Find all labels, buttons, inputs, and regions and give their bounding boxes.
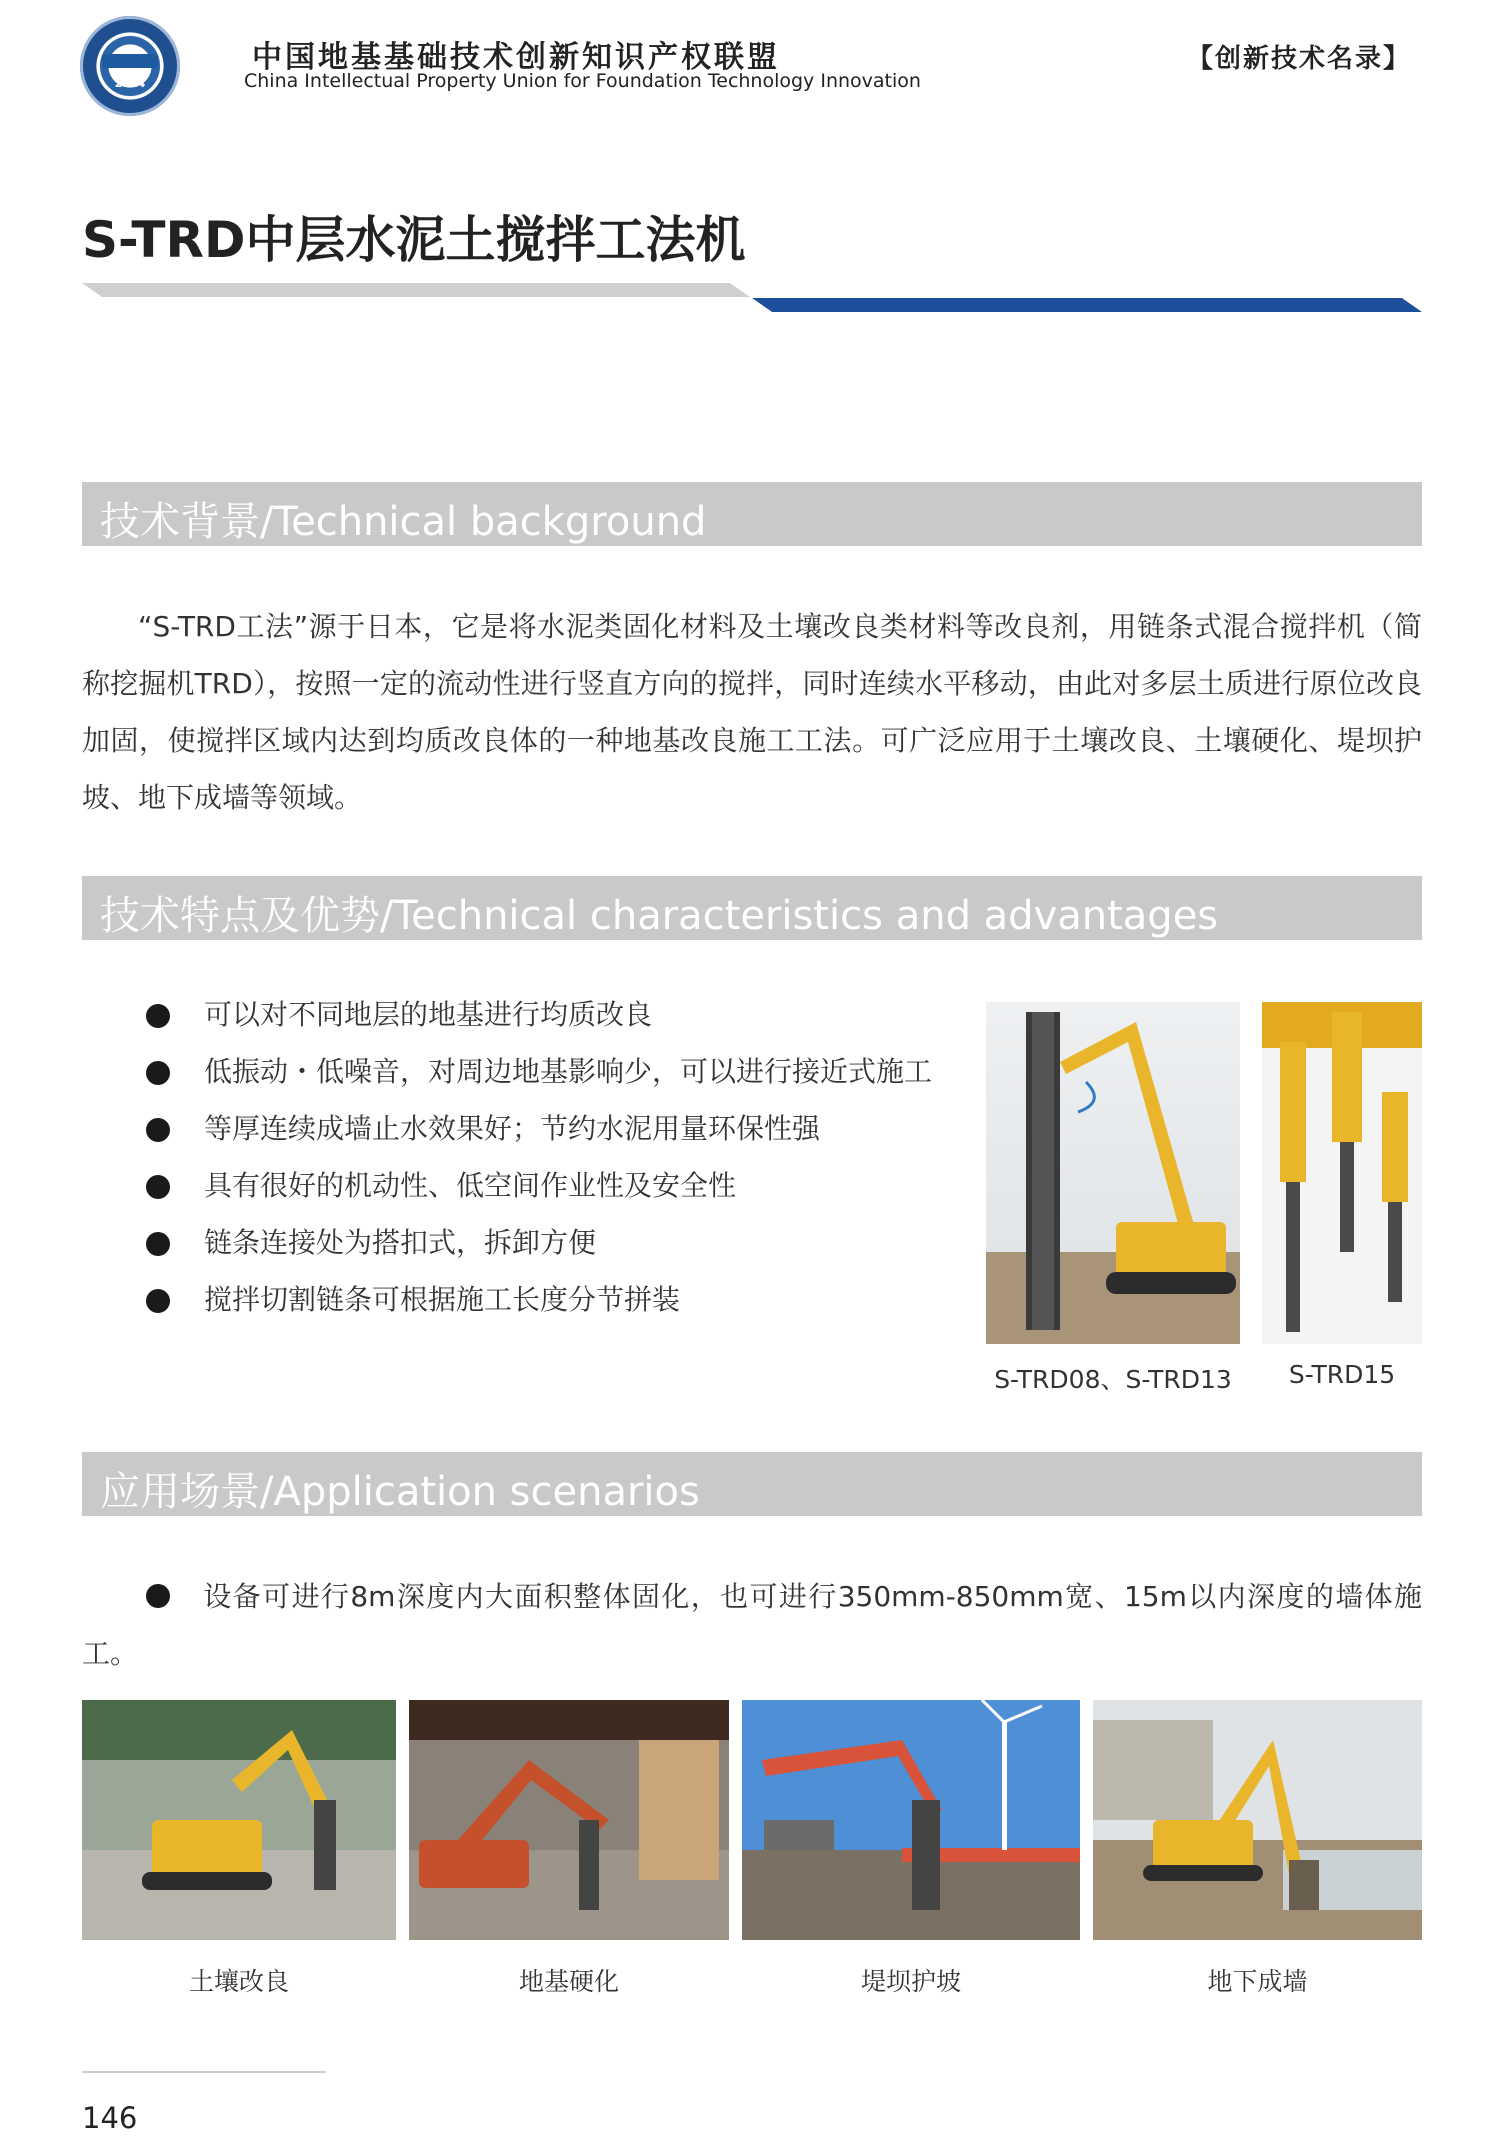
feature-item: 链条连接处为搭扣式，拆卸方便 [146,1223,932,1280]
section-heading-application [82,1452,1422,1516]
section-heading-text: 技术背景/Technical background [100,499,707,545]
org-name-cn: 中国地基基础技术创新知识产权联盟 [252,40,780,75]
site-hardening-icon [409,1700,729,1940]
feature-item: 可以对不同地层的地基进行均质改良 [146,995,932,1052]
site-dam-icon [742,1700,1080,1940]
section-heading-text: 应用场景/Application scenarios [100,1469,700,1515]
site-wall-icon [1093,1700,1422,1940]
image-caption: 土壤改良 [188,1967,289,1996]
logo-year: 2014 [114,77,146,90]
section-heading-background [82,482,1422,546]
footer-divider [82,2071,326,2073]
union-logo-icon [80,16,180,116]
image-caption: S-TRD08、S-TRD13 [994,1365,1232,1394]
image-caption: S-TRD15 [1288,1360,1396,1389]
logo-band [102,54,158,68]
trd-attachment-icon [1262,1002,1422,1344]
application-photo-underground-wall [1093,1700,1422,1940]
machine-photo-trd08 [986,1002,1240,1344]
site-excavator-icon [82,1700,396,1940]
feature-item: 搅拌切割链条可根据施工长度分节拼装 [146,1280,932,1337]
feature-item: 具有很好的机动性、低空间作业性及安全性 [146,1166,932,1223]
title-underline-gray [82,283,750,297]
feature-item: 低振动・低噪音，对周边地基影响少，可以进行接近式施工 [146,1052,932,1109]
image-caption: 堤坝护坡 [860,1967,961,1996]
page-title: S-TRD中层水泥土搅拌工法机 [82,211,746,269]
background-paragraph: “S-TRD工法”源于日本，它是将水泥类固化材料及土壤改良类材料等改良剂，用链条式混合搅拌机（简称挖掘机TRD），按照一定的流动性进行竖直方向的搅拌，同时连续水平移动，由此对多层土质进行原位改良加固，使搅拌区域内达到均质改良体的一种地基改良施工工法。可广泛应用于土壤改良、土壤硬化、堤坝护坡、地下成墙等领域。 [82,610,1422,814]
section-heading-features [82,876,1422,940]
bullet-icon [146,1584,170,1608]
section-heading-text: 技术特点及优势/Technical characteristics and advantages [100,893,1219,939]
feature-item: 等厚连续成墙止水效果好；节约水泥用量环保性强 [146,1109,932,1166]
org-name-en: China Intellectual Property Union for Foundation Technology Innovation [244,70,921,92]
application-photo-ground-hardening [409,1700,729,1940]
image-caption: 地基硬化 [518,1967,619,1996]
application-paragraph [82,1568,1422,1682]
machine-photo-trd15 [1262,1002,1422,1344]
application-photo-soil-improvement [82,1700,396,1940]
application-photo-dam-slope [742,1700,1080,1940]
excavator-trd-icon [986,1002,1240,1344]
page-number: 146 [82,2101,138,2135]
feature-list [146,995,932,1337]
image-caption: 地下成墙 [1207,1967,1308,1996]
application-text: 设备可进行8m深度内大面积整体固化，也可进行350mm-850mm宽、15m以内深度的墙体施工。 [82,1580,1422,1670]
title-underline-blue [752,298,1422,312]
catalog-tag: 【创新技术名录】 [1187,44,1412,74]
